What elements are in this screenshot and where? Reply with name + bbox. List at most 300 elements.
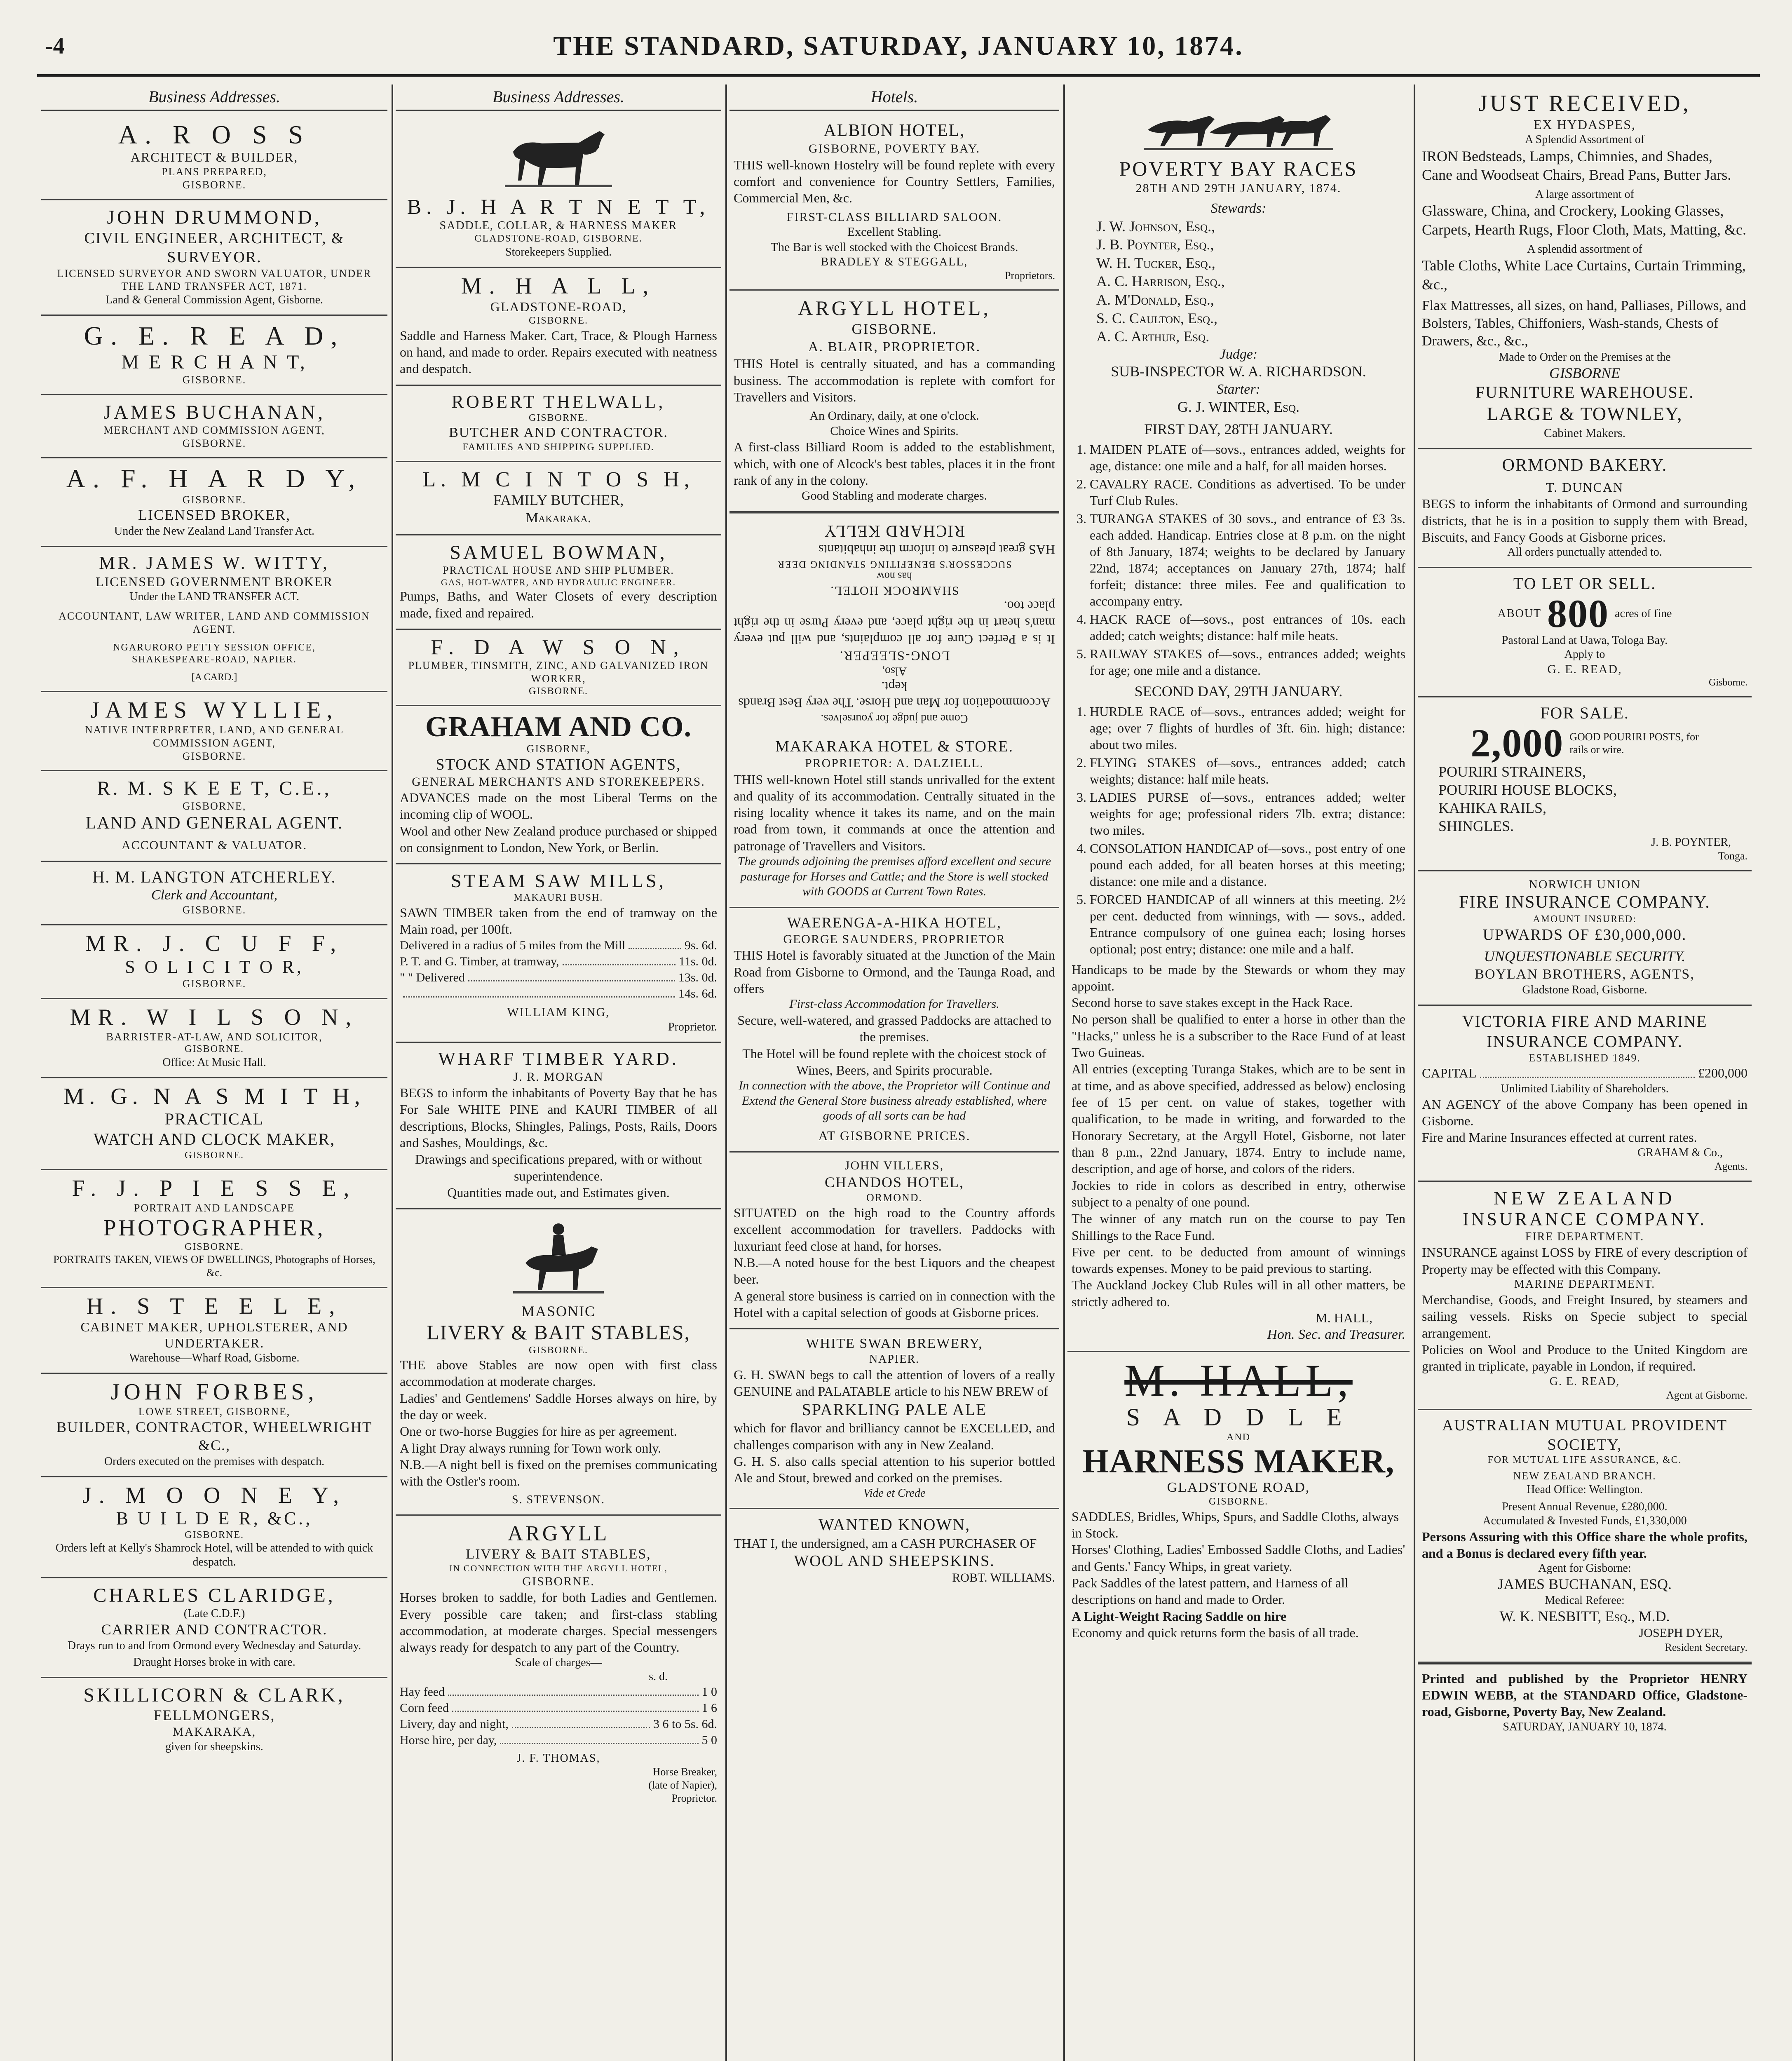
ad-line: UNQUESTIONABLE SECURITY. <box>1484 948 1686 965</box>
ad-line: GLADSTONE ROAD, <box>1167 1479 1310 1495</box>
ad-name: LIVERY & BAIT STABLES, <box>426 1321 691 1344</box>
ad-body: AN AGENCY of the above Company has been opened in Gisborne. <box>1422 1096 1747 1129</box>
price-row <box>400 937 717 953</box>
ad-name: FOR SALE. <box>1540 704 1629 723</box>
ad-body: HAS great pleasure to inform the inhabitants <box>818 542 1055 557</box>
ad-product: WOOL AND SHEEPSKINS. <box>794 1552 995 1570</box>
ad-body: G. H. S. also calls special attention to his superior bottled Ale and Stout, brewed and corked on the premises. <box>734 1454 1055 1486</box>
ad-name: H. S T E E L E, <box>86 1293 342 1319</box>
ad-wyllie <box>41 692 387 771</box>
ad-line: Accommodation for Man and Horse. The very Best Brands kept. <box>738 679 1051 711</box>
ad-line: Quantities made out, and Estimates given. <box>447 1185 670 1200</box>
ad-owner: W. K. NESBITT, Esq., M.D. <box>1499 1608 1670 1625</box>
ad-place: GISBORNE. <box>182 179 246 191</box>
ad-line: Pastoral Land at Uawa, Tologa Bay. <box>1501 634 1668 647</box>
ad-line: Come and judge for yourselves. <box>821 712 968 725</box>
ad-amp-society <box>1418 1410 1752 1662</box>
ad-name: MAKARAKA HOTEL & STORE. <box>775 737 1014 755</box>
ad-line: Also, <box>882 664 907 678</box>
ad-line: Draught Horses broke in with care. <box>133 1655 296 1669</box>
ad-role: PRACTICAL <box>164 1110 264 1129</box>
scale-price: 5 0 <box>701 1733 717 1747</box>
ad-wanted <box>729 1509 1059 1593</box>
ad-makaraka <box>729 731 1059 908</box>
ad-card-label: [A CARD.] <box>191 672 237 683</box>
ad-name: WAERENGA-A-HIKA HOTEL, <box>787 914 1002 931</box>
ad-line <box>1569 730 1698 756</box>
ad-line: Office: At Music Hall. <box>162 1056 266 1069</box>
ad-body: Pack Saddles of the latest pattern, and Harness of all descriptions on hand and made to Order. <box>1072 1575 1349 1607</box>
ad-owner: BOYLAN BROTHERS, AGENTS, <box>1475 967 1695 982</box>
ad-name: A. R O S S <box>118 120 311 149</box>
ad-owner: WILLIAM KING, <box>507 1005 610 1019</box>
ad-body: Policies on Wool and Produce to the United Kingdom are granted in triplicate, payable in London, if required. <box>1422 1342 1747 1374</box>
ad-body: Pumps, Baths, and Water Closets of every description made, fixed and repaired. <box>400 589 717 620</box>
ad-line: Drawings and specifications prepared, with or without superintendence. <box>415 1152 702 1183</box>
ad-name: WHITE SWAN BREWERY, <box>806 1336 983 1352</box>
ad-body: SADDLES, Bridles, Whips, Spurs, and Saddle Cloths, always in Stock. <box>1072 1509 1399 1540</box>
ad-line: NEW ZEALAND BRANCH. <box>1513 1470 1656 1482</box>
ad-name: MR. W I L S O N, <box>70 1005 359 1030</box>
ad-albion <box>729 115 1059 291</box>
ad-hartnett <box>396 115 721 268</box>
race-item: 3. TURANGA STAKES of 30 sovs., and entrance of £3 3s. each added. Handicap. Entries close at 8 p.m. on the night of 8th January, 1874; weights to be declared by January 22nd, 1874; acceptances on January 27th, 1874; half forfeit; distance: three miles. Fee and qualification to accompany entry. <box>1090 510 1405 609</box>
ad-hall-saddler <box>1067 1352 1410 1649</box>
ad-line: Warehouse—Wharf Road, Gisborne. <box>129 1352 300 1365</box>
ad-place: GISBORNE. <box>528 1345 588 1356</box>
page-number: -4 <box>45 33 65 59</box>
ad-line: GLADSTONE-ROAD, GISBORNE. <box>474 233 643 244</box>
imprint-text: Printed and published by the Proprietor HENRY EDWIN WEBB, at the STANDARD Office, Gladstone-road, Gisborne, Poverty Bay, New Zealand. <box>1422 1671 1747 1719</box>
ad-role: GENERAL MERCHANTS AND STOREKEEPERS. <box>412 775 705 789</box>
ad-body: A general store business is carried on in connection with the Hotel with a capital selection of goods at Gisborne prices. <box>734 1288 1055 1320</box>
ad-place: GISBORNE. <box>184 1044 244 1055</box>
race-item: 2. FLYING STAKES of—sovs., entrances added; catch weights; distance: half mile heats. <box>1090 754 1405 787</box>
ad-role: BUTCHER AND CONTRACTOR. <box>449 425 668 441</box>
ad-body: Saddle and Harness Maker. Cart, Trace, & Plough Harness on hand, and made to order. Repairs executed with neatness and despatch. <box>400 328 717 376</box>
ad-line: A splendid assortment of <box>1527 243 1642 256</box>
ad-line: The Bar is well stocked with the Choicest Brands. <box>770 240 1018 254</box>
ad-role: LICENSED GOVERNMENT BROKER <box>96 574 333 589</box>
ad-poverty-bay-races <box>1067 85 1410 1352</box>
ad-cuff <box>41 925 387 999</box>
ad-line: FIRE DEPARTMENT. <box>1525 1230 1644 1244</box>
ad-name: SAMUEL BOWMAN, <box>450 541 667 563</box>
ad-name: JUST RECEIVED, <box>1478 91 1691 116</box>
ad-line: Land & General Commission Agent, Gisborne. <box>105 293 324 307</box>
ad-sawmill <box>396 864 721 1043</box>
ad-name: GRAHAM AND CO. <box>425 711 692 743</box>
ad-role: BARRISTER-AT-LAW, AND SOLICITOR, <box>106 1030 323 1043</box>
ad-body: One or two-horse Buggies for hire as per agreement. <box>400 1424 677 1439</box>
column-business-5 <box>1418 85 1752 2061</box>
price-row <box>400 986 717 1002</box>
scale-row <box>400 1700 717 1716</box>
ad-buchanan <box>41 395 387 459</box>
ad-role: CIVIL ENGINEER, ARCHITECT, & SURVEYOR. <box>84 230 345 266</box>
ad-place: GISBORNE. <box>182 978 246 990</box>
ad-waerenga <box>729 908 1059 1153</box>
ad-place: GISBORNE. <box>182 904 246 916</box>
starter-name: G. J. WINTER, Esq. <box>1177 398 1300 415</box>
imprint-date: SATURDAY, JANUARY 10, 1874. <box>1503 1720 1667 1733</box>
scale-title: Scale of charges— <box>515 1656 602 1669</box>
ad-owner-role: Proprietor. <box>668 1020 717 1033</box>
ad-name: CHARLES CLARIDGE, <box>93 1584 335 1606</box>
ad-body: Horses' Clothing, Ladies' Embossed Saddle Cloths, and Ladies' and Gents.' Fancy Whips, in great variety. <box>1072 1542 1405 1574</box>
ad-role: ARCHITECT & BUILDER, <box>130 150 298 165</box>
ad-body: Persons Assuring with this Office share the whole profits, and a Bonus is declared every fifth year. <box>1422 1529 1747 1561</box>
ad-owner: GRAHAM & Co., <box>1637 1146 1723 1159</box>
ad-body: THIS Hotel is favorably situated at the Junction of the Main Road from Gisborne to Ormond, and the Taunga Road, and offers <box>734 948 1055 996</box>
ad-name: ARGYLL HOTEL, <box>798 296 991 320</box>
ad-role: LAND AND GENERAL AGENT. <box>85 814 343 833</box>
steward-name: W. H. Tucker, Esq., <box>1096 254 1215 271</box>
ad-body: The grounds adjoining the premises afford excellent and secure pasturage for Horses and Cattle; and the Store is well stocked with GOODS at Current Town Rates. <box>737 854 1051 899</box>
masthead-title: THE STANDARD, SATURDAY, JANUARY 10, 1874. <box>553 31 1244 61</box>
ad-line: SUCCESSOR'S BENEFITING STANDING DEER <box>777 559 1012 570</box>
ad-role: PLUMBER, TINSMITH, ZINC, AND GALVANIZED IRON WORKER, <box>408 660 709 685</box>
scale-item: Livery, day and night, <box>400 1717 509 1731</box>
ad-owner: RICHARD KELLY <box>823 522 965 541</box>
ad-line: PORTRAITS TAKEN, VIEWS OF DWELLINGS, Photographs of Horses, &c. <box>53 1254 375 1279</box>
ad-place: MAKARAKA, <box>172 1725 256 1739</box>
ad-line: IN CONNECTION WITH THE ARGYLL HOTEL, <box>449 1563 668 1573</box>
ad-line: SHAKESPEARE-ROAD, NAPIER. <box>131 654 297 665</box>
ad-line: FURNITURE WAREHOUSE. <box>1475 383 1694 401</box>
ad-line: FIRST-CLASS BILLIARD SALOON. <box>786 210 1002 224</box>
ad-name: G. E. R E A D, <box>84 321 345 351</box>
ad-line: MARINE DEPARTMENT. <box>1514 1277 1656 1291</box>
ad-body: It is a Perfect Cure for all complaints, and will put every man's heart in the right place, and every Purse in the right place too. <box>734 599 1055 647</box>
scale-price: 1 0 <box>701 1685 717 1699</box>
ad-body: A Light-Weight Racing Saddle on hire <box>1072 1608 1287 1624</box>
ad-witty <box>41 547 387 692</box>
ad-line: Present Annual Revenue, £280,000. <box>1502 1500 1668 1514</box>
ad-line: EX HYDASPES, <box>1533 117 1636 132</box>
ad-line: A large assortment of <box>1535 188 1634 201</box>
ad-owner-role: Proprietor. <box>671 1792 717 1804</box>
ad-nasmith <box>41 1078 387 1170</box>
ad-line: GOOD POURIRI POSTS, for <box>1569 730 1699 743</box>
ad-name: F. J. P I E S S E, <box>72 1176 357 1202</box>
ad-name: SKILLICORN & CLARK, <box>83 1684 345 1707</box>
race-item: 4. CONSOLATION HANDICAP of—sovs., post entry of one pound each added, for all beaten horses at this meeting; distance: one mile and a distance. <box>1090 840 1405 890</box>
ad-acreage <box>1422 594 1747 634</box>
steward-name: A. C. Harrison, Esq., <box>1096 273 1225 290</box>
ad-name: ROBERT THELWALL, <box>451 391 666 412</box>
ad-name: M. G. N A S M I T H, <box>63 1083 365 1109</box>
ad-name: M. HALL, <box>1124 1355 1353 1406</box>
ad-line: Secure, well-watered, and grassed Paddocks are attached to the premises. <box>737 1012 1051 1045</box>
ad-line: acres of fine <box>1615 607 1672 620</box>
ad-owner: LARGE & TOWNLEY, <box>1487 403 1683 425</box>
ad-just-received <box>1418 85 1752 449</box>
ad-place: GISBORNE. <box>182 493 246 506</box>
ad-owner: JAMES BUCHANAN, ESQ. <box>1497 1576 1672 1593</box>
ad-quantity <box>1422 723 1747 763</box>
ad-line: Drays run to and from Ormond every Wednesday and Saturday. <box>67 1639 361 1652</box>
ad-owner: J. R. MORGAN <box>513 1070 604 1084</box>
ad-hardy <box>41 458 387 547</box>
ad-role: LIVERY & BAIT STABLES, <box>466 1547 651 1562</box>
ad-line: AT GISBORNE PRICES. <box>818 1128 971 1143</box>
ad-line: has now <box>877 570 912 583</box>
ad-line: PORTRAIT AND LANDSCAPE <box>134 1202 295 1214</box>
sale-item: POURIRI HOUSE BLOCKS, <box>1438 782 1617 798</box>
race-note: Handicaps to be made by the Stewards or whom they may appoint. <box>1072 962 1405 993</box>
ad-place: Makaraka. <box>525 510 591 526</box>
ad-body: Economy and quick returns form the basis of all trade. <box>1072 1625 1359 1640</box>
ad-line: Under the New Zealand Land Transfer Act. <box>114 525 314 538</box>
horse-illustration-icon <box>497 123 620 193</box>
ad-name: NEW ZEALAND <box>1493 1187 1676 1209</box>
ad-line: A Splendid Assortment of <box>1525 133 1645 146</box>
quantity-number: 2,000 <box>1471 721 1564 765</box>
ad-body: A light Dray always running for Town work only. <box>400 1440 661 1455</box>
column-rule <box>725 85 727 2061</box>
ad-owner-role: Horse Breaker, <box>652 1766 717 1778</box>
ad-line: ACCOUNTANT, LAW WRITER, LAND AND COMMISSION AGENT. <box>59 610 370 635</box>
ad-place: GISBORNE. <box>182 373 246 386</box>
ad-place: GISBORNE. <box>1208 1496 1268 1507</box>
race-note: The winner of any match run on the course to pay Ten Shillings to the Race Fund. <box>1072 1211 1405 1243</box>
ad-skeet <box>41 771 387 862</box>
ad-line: ABOUT <box>1497 607 1542 620</box>
ad-role: LICENSED BROKER, <box>138 507 291 523</box>
ad-name: CHANDOS HOTEL, <box>825 1174 964 1190</box>
ad-place: GISBORNE. <box>184 1150 244 1161</box>
ad-line: Excellent Stabling. <box>847 225 942 239</box>
ad-line: LICENSED SURVEYOR AND SWORN VALUATOR, UNDER THE LAND TRANSFER ACT, 1871. <box>57 267 372 293</box>
ad-place: GISBORNE. <box>182 750 246 762</box>
racehorses-illustration-icon <box>1140 93 1337 155</box>
ad-name: J. M O O N E Y, <box>82 1482 347 1508</box>
ad-line: LOWE STREET, GISBORNE, <box>138 1406 291 1418</box>
acreage-number: 800 <box>1547 592 1609 636</box>
ad-norwich-union <box>1418 871 1752 1006</box>
ad-owner-role: Proprietors. <box>1004 269 1055 282</box>
column-header: Business Addresses. <box>41 85 387 111</box>
ad-name: INSURANCE COMPANY. <box>1462 1209 1707 1230</box>
ad-place: Gladstone Road, Gisborne. <box>1522 983 1647 996</box>
ad-line: PLANS PREPARED, <box>162 166 267 178</box>
ad-line: AMOUNT INSURED: <box>1533 913 1637 925</box>
ad-owner: S. STEVENSON. <box>512 1493 605 1506</box>
price-value: 14s. 6d. <box>678 987 717 1001</box>
ad-role: FELLMONGERS, <box>153 1707 275 1724</box>
ad-name: TO LET OR SELL. <box>1513 574 1656 593</box>
price-value: 9s. 6d. <box>684 939 717 953</box>
scale-item: Corn feed <box>400 1701 449 1715</box>
ad-body: which for flavor and brilliancy cannot be EXCELLED, and challenges comparison with any in New Zealand. <box>734 1420 1055 1452</box>
ad-role: Clerk and Accountant, <box>151 887 278 903</box>
ad-graham <box>396 706 721 864</box>
ad-line: FAMILIES AND SHIPPING SUPPLIED. <box>462 441 654 453</box>
ad-owner-role: Agent at Gisborne. <box>1666 1389 1747 1401</box>
race-item: 2. CAVALRY RACE. Conditions as advertised. To be under Turf Club Rules. <box>1090 476 1405 509</box>
ad-name: ORMOND BAKERY. <box>1502 456 1668 475</box>
ad-name: AUSTRALIAN MUTUAL PROVIDENT SOCIETY, <box>1442 1417 1728 1453</box>
ad-line: ESTABLISHED 1849. <box>1529 1052 1641 1064</box>
steward-name: J. B. Poynter, Esq., <box>1096 236 1214 253</box>
ad-mcintosh <box>396 462 721 535</box>
scale-item: Hay feed <box>400 1685 445 1699</box>
ad-line: Unlimited Liability of Shareholders. <box>1501 1082 1669 1095</box>
ad-victoria-insurance <box>1418 1006 1752 1182</box>
ad-place: GISBORNE, POVERTY BAY. <box>808 142 980 156</box>
ad-body: THIS well-known Hostelry will be found replete with every comfort and convenience for Country Settlers, Families, Commercial Men, &c. <box>734 157 1055 206</box>
ad-place: ORMOND. <box>866 1192 923 1204</box>
column-rule <box>1063 85 1065 2061</box>
race-item: 3. LADIES PURSE of—sovs., entrances added; welter weights for age; professional riders 7lb. extra; distance: two miles. <box>1090 789 1405 838</box>
day-heading: FIRST DAY, 28TH JANUARY. <box>1144 420 1333 437</box>
column-business-2 <box>396 85 721 2061</box>
price-value: 13s. 0d. <box>678 971 717 985</box>
ad-name: VICTORIA FIRE AND MARINE INSURANCE COMPANY. <box>1462 1012 1708 1051</box>
ad-bowman <box>396 535 721 630</box>
scale-row <box>400 1716 717 1732</box>
ad-line: Choice Wines and Spirits. <box>830 424 959 438</box>
ad-name: SHAMROCK HOTEL. <box>830 584 959 598</box>
race-note: Second horse to save stakes except in the Hack Race. <box>1072 995 1353 1010</box>
ad-piesse <box>41 1170 387 1288</box>
ad-owner: A. BLAIR, PROPRIETOR. <box>808 339 981 354</box>
ad-place: GISBORNE. <box>184 1529 244 1540</box>
ad-owner-role: Cabinet Makers. <box>1543 426 1626 440</box>
ad-role: CABINET MAKER, UPHOLSTERER, AND UNDERTAKER. <box>80 1319 348 1351</box>
sale-item: SHINGLES. <box>1438 817 1514 834</box>
price-item: P. T. and G. Timber, at tramway, <box>400 955 559 969</box>
race-item: 5. RAILWAY STAKES of—sovs., entrances added; weights for age; one mile and a distance. <box>1090 646 1405 678</box>
ad-name: B. J. H A R T N E T T, <box>407 195 710 219</box>
ad-place: GISBORNE. <box>528 685 588 697</box>
ad-role: M E R C H A N T, <box>121 351 307 373</box>
race-item: 4. HACK RACE of—sovs., post entrances of 10s. each added; catch weights; distance: half mile heats. <box>1090 611 1405 644</box>
ad-body: N.B.—A night bell is fixed on the premises communicating with the Ostler's room. <box>400 1457 717 1489</box>
race-list <box>1072 441 1405 678</box>
price-item: " " Delivered <box>400 971 465 985</box>
ad-name: A. F. H A R D Y, <box>66 464 363 493</box>
ad-role: PHOTOGRAPHER, <box>103 1215 326 1241</box>
ad-name: WHARF TIMBER YARD. <box>438 1048 679 1069</box>
ad-line: Good Stabling and moderate charges. <box>801 489 987 503</box>
ad-body: IRON Bedsteads, Lamps, Chimnies, and Shades, <box>1422 148 1712 164</box>
ad-body: Flax Mattresses, all sizes, on hand, Palliases, Pillows, and Bolsters, Tables, Chiffoniers, Wash-stands, Chests of Drawers, &c., &c., <box>1422 298 1746 349</box>
ad-body: SAWN TIMBER taken from the end of tramway on the Main road, per 100ft. <box>400 905 717 937</box>
rider-illustration-icon <box>501 1218 616 1300</box>
ad-name: H. M. LANGTON ATCHERLEY. <box>92 867 336 886</box>
race-note: The Auckland Jockey Club Rules will in all other matters, be strictly adhered to. <box>1072 1277 1405 1309</box>
ad-body: Ladies' and Gentlemens' Saddle Horses always on hire, by the day or week. <box>400 1390 717 1422</box>
ad-body: Cane and Woodseat Chairs, Bread Pans, Butter Jars. <box>1422 166 1731 183</box>
ad-ross <box>41 115 387 200</box>
steward-name: A. C. Arthur, Esq. <box>1096 328 1210 345</box>
race-item: 5. FORCED HANDICAP of all winners at this meeting. 2½ per cent. deducted from winnings, with — sovs., added. Entrance compulsory of one guinea each; losing horses optional; post entry; distance: one mile and a half. <box>1090 891 1405 957</box>
scale-row <box>400 1732 717 1748</box>
ad-owner: G. E. READ, <box>1547 662 1622 676</box>
ad-owner: JOSEPH DYER, <box>1639 1626 1723 1640</box>
ad-name: ARGYLL <box>507 1521 610 1545</box>
ad-dawson <box>396 630 721 706</box>
ad-name: R. M. S K E E T, C.E., <box>97 777 332 800</box>
ad-body: THAT I, the undersigned, am a CASH PURCHASER OF <box>734 1535 1037 1551</box>
sale-item: POURIRI STRAINERS, <box>1438 763 1586 780</box>
ad-line: Orders executed on the premises with despatch. <box>104 1455 325 1468</box>
price-value: 11s. 0d. <box>678 955 717 969</box>
ad-for-sale <box>1418 697 1752 871</box>
ad-body: THIS Hotel is centrally situated, and has a commanding business. The accommodation is replete with comfort for Travellers and Visitors. <box>734 356 1055 404</box>
ad-name: FIRE INSURANCE COMPANY. <box>1459 893 1710 912</box>
ad-body: Glassware, China, and Crockery, Looking Glasses, Carpets, Hearth Rugs, Floor Cloth, Mats, Matting, &c. <box>1422 202 1746 238</box>
ad-line: Made to Order on the Premises at the <box>1499 350 1671 364</box>
imprint <box>1418 1663 1752 1742</box>
ad-owner: PROPRIETOR: A. DALZIELL. <box>805 756 984 770</box>
ad-nz-insurance <box>1418 1182 1752 1411</box>
ad-name: JOHN DRUMMOND, <box>107 206 322 228</box>
ad-line: All orders punctually attended to. <box>1507 546 1662 559</box>
ad-body: Merchandise, Goods, and Freight Insured, by steamers and sailing vessels. Risks on Specie subject to special arrangement. <box>1422 1292 1747 1340</box>
ad-line: (Late C.D.F.) <box>183 1607 245 1620</box>
scale-price: 3 6 to 5s. 6d. <box>653 1717 717 1731</box>
ad-place: Tonga. <box>1718 850 1747 862</box>
ad-body: In connection with the above, the Proprietor will Continue and Extend the General Store business already established, where goods of all sorts can be had <box>739 1079 1050 1123</box>
ad-role: WATCH AND CLOCK MAKER, <box>93 1130 335 1149</box>
race-item: 1. MAIDEN PLATE of—sovs., entrances added, weights for age, distance: one mile and a half, for all maiden horses. <box>1090 441 1405 474</box>
ad-product: SPARKLING PALE ALE <box>802 1400 987 1419</box>
ad-name: MR. JAMES W. WITTY, <box>99 553 330 573</box>
ad-place: GISBORNE. <box>528 315 588 326</box>
ad-name: POVERTY BAY RACES <box>1119 157 1358 180</box>
price-row <box>400 953 717 969</box>
ad-role: NATIVE INTERPRETER, LAND, AND GENERAL COMMISSION AGENT, <box>84 724 344 749</box>
ad-place: GISBORNE. <box>528 413 588 424</box>
scale-row <box>400 1684 717 1700</box>
ad-name: JOHN FORBES, <box>110 1379 318 1405</box>
day-heading: SECOND DAY, 29TH JANUARY. <box>1134 683 1343 700</box>
ad-claridge <box>41 1578 387 1678</box>
column-header: Hotels. <box>729 85 1059 111</box>
race-dates: 28TH AND 29TH JANUARY, 1874. <box>1135 181 1342 195</box>
ad-thelwall <box>396 386 721 462</box>
race-signer: M. HALL, <box>1316 1310 1372 1326</box>
masthead <box>37 25 1760 77</box>
column-business-1 <box>41 85 387 2061</box>
ad-body: G. H. SWAN begs to call the attention of lovers of a really GENUINE and PALATABLE article to his NEW BREW of <box>734 1367 1055 1399</box>
ad-role: CARRIER AND CONTRACTOR. <box>101 1621 328 1638</box>
ad-name: MASONIC <box>521 1303 596 1320</box>
steward-name: S. C. Caulton, Esq., <box>1096 310 1218 326</box>
ad-name: NORWICH UNION <box>1529 877 1641 891</box>
ad-line: Accumulated & Invested Funds, £1,330,000 <box>1482 1514 1687 1528</box>
ad-line: Head Office: Wellington. <box>1526 1483 1643 1496</box>
ad-name: STEAM SAW MILLS, <box>450 870 666 892</box>
ad-line: An Ordinary, daily, at one o'clock. <box>809 409 979 423</box>
ad-role: S O L I C I T O R, <box>125 956 304 977</box>
scale-header: s. d. <box>649 1670 668 1683</box>
ad-shamrock-inverted <box>729 512 1059 731</box>
ad-role: MERCHANT AND COMMISSION AGENT, <box>103 424 325 436</box>
stewards-heading: Stewards: <box>1210 201 1267 216</box>
ad-body: THIS well-known Hotel still stands unrivalled for the extent and quality of its accommodation. Centrally situated in the rising locality whence it takes its name, and on the main road from town, it commands at once the attention and patronage of Travellers and Visitors. <box>734 772 1055 853</box>
ad-motto: Vide et Crede <box>863 1486 926 1500</box>
ad-line: given for sheepskins. <box>165 1740 263 1753</box>
ad-place: GISBORNE. <box>522 1574 595 1588</box>
ad-body: Fire and Marine Insurances effected at current rates. <box>1422 1130 1697 1145</box>
ad-name: L. M C I N T O S H, <box>422 468 694 492</box>
ad-place: GISBORNE, <box>182 800 246 812</box>
ad-name: MR. J. C U F F, <box>85 931 344 957</box>
